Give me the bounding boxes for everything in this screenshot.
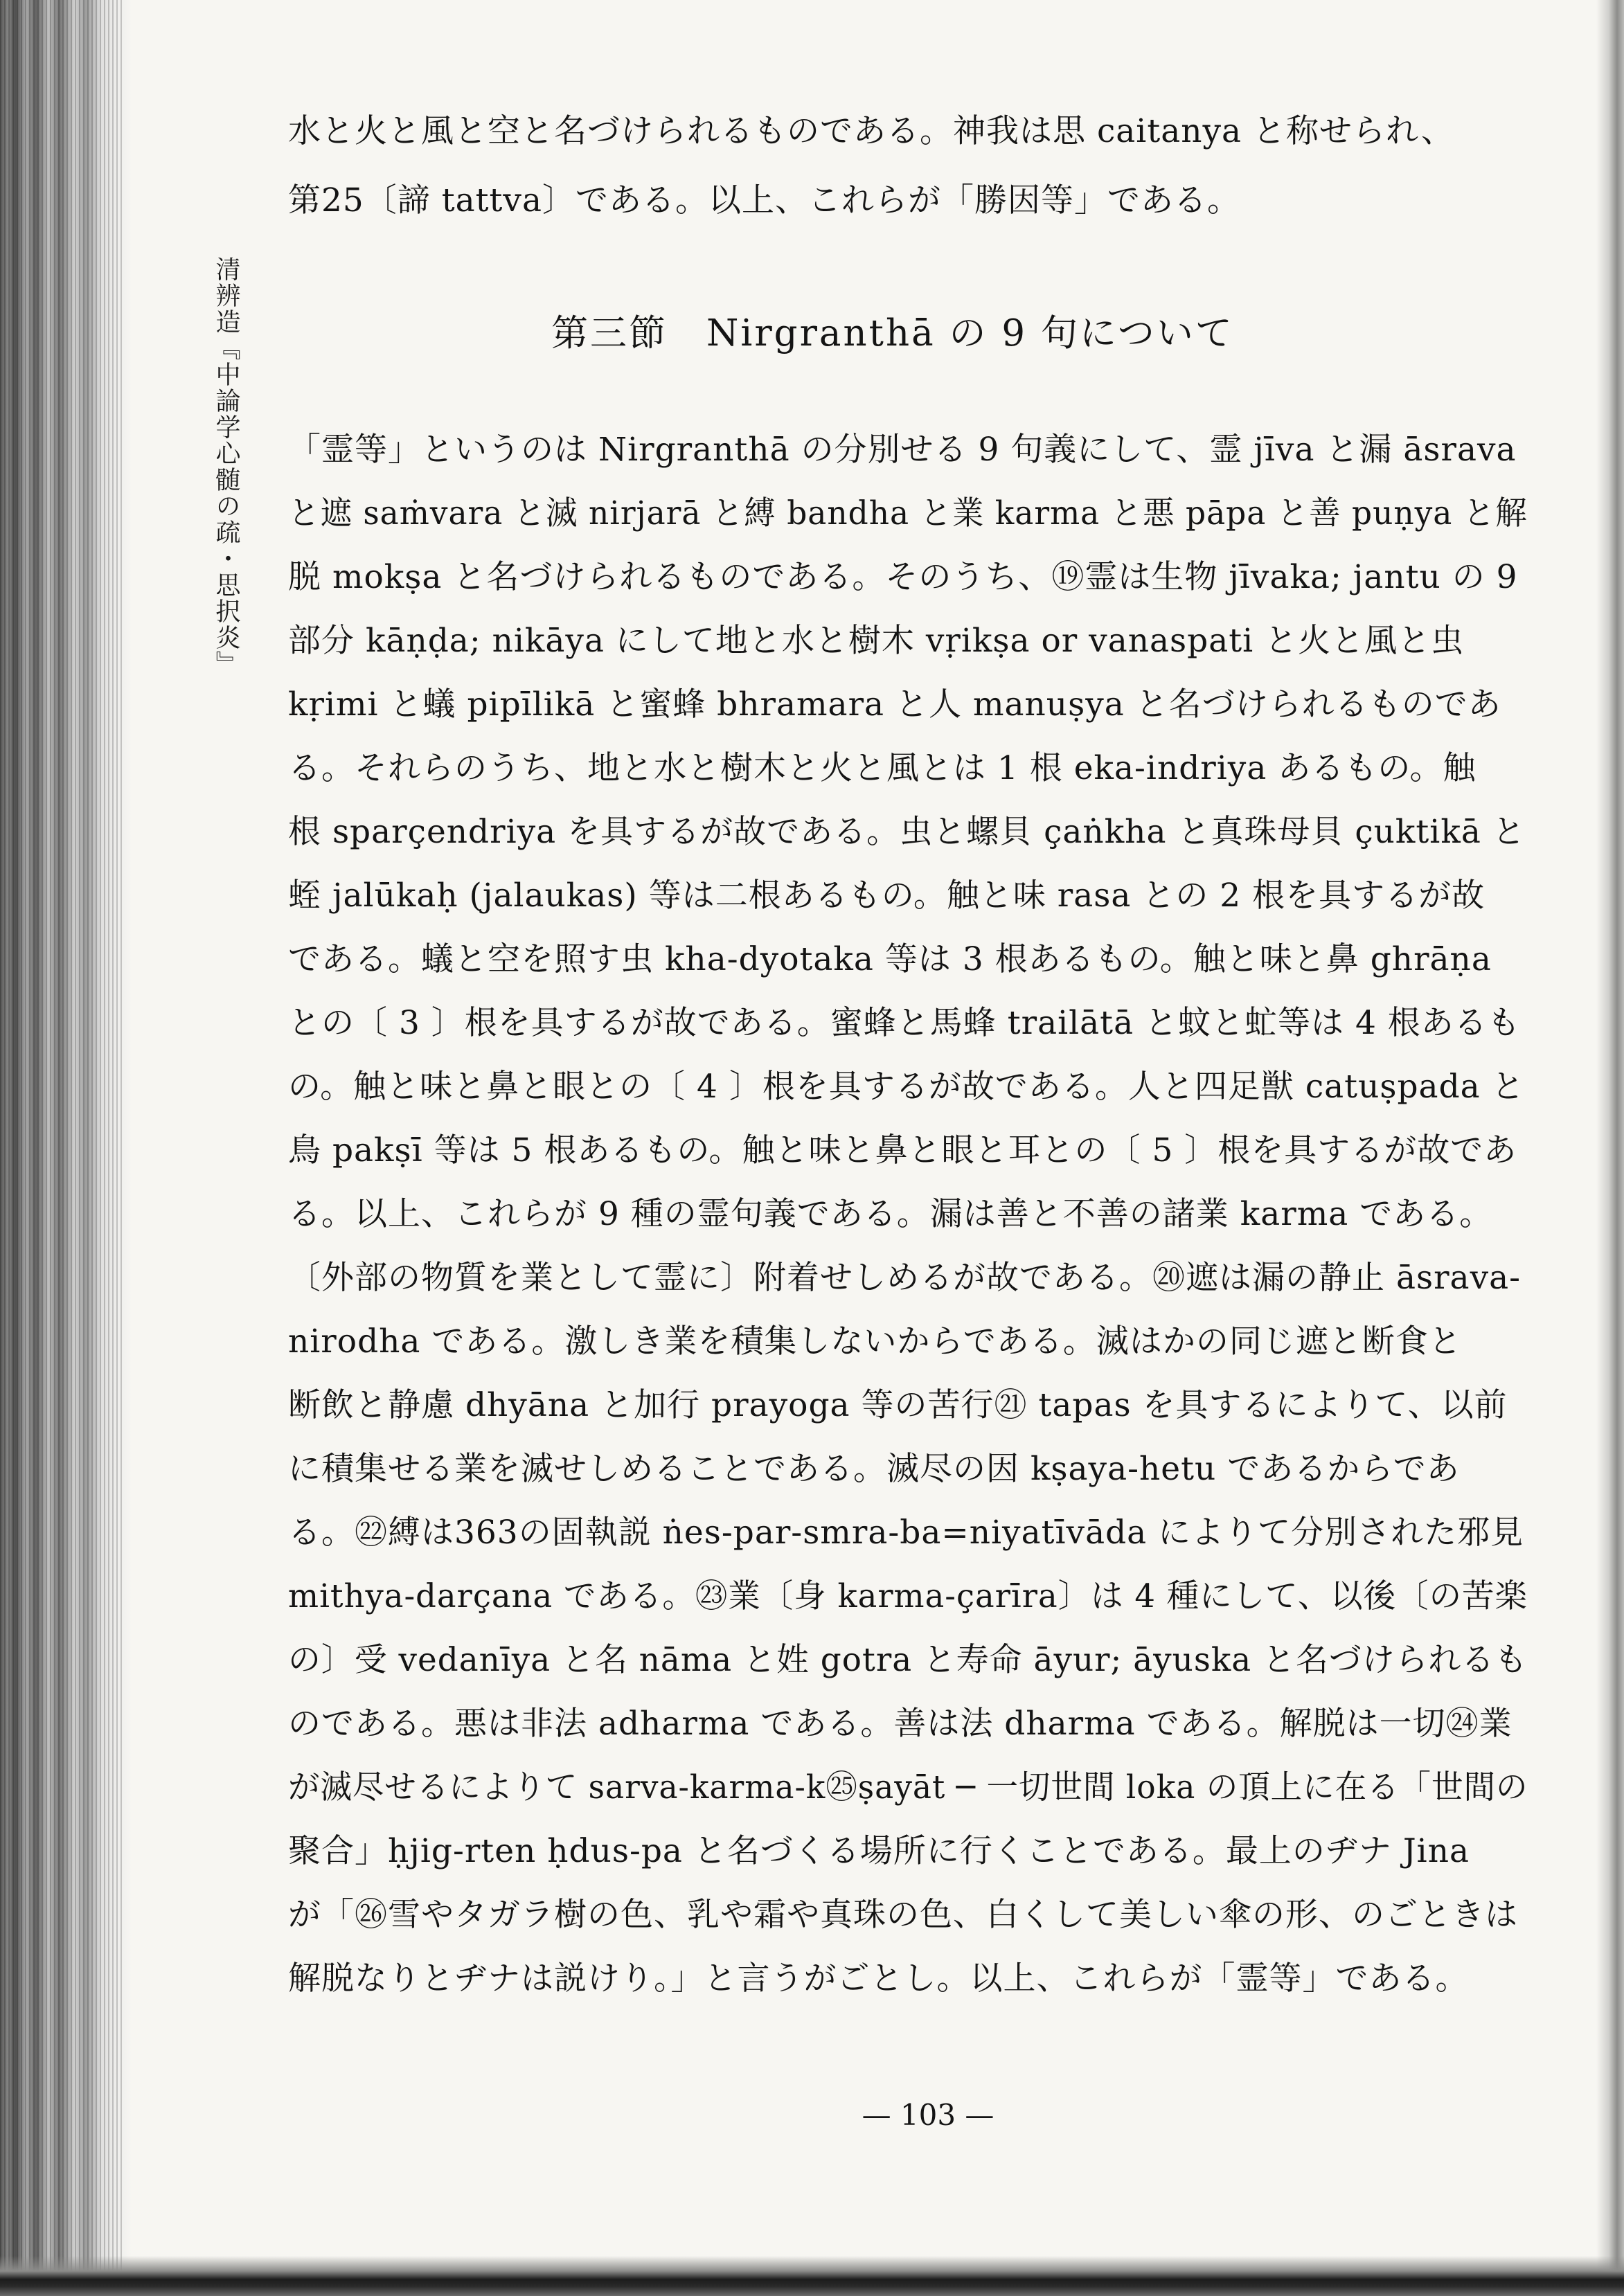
text-line: 蛭 jalūkaḥ (jalaukas) 等は二根あるもの。触と味 rasa との 2 根を具するが故 — [288, 877, 1485, 915]
text-line: る。㉒縛は363の固執説 ṅes-par-smra-ba=niyatīvāda によりて分別された邪見 — [288, 1514, 1524, 1552]
bottom-page-edge — [0, 2256, 1624, 2296]
section-heading: 第三節 Nirgranthā の 9 句について — [551, 312, 1234, 355]
text-line: 〔外部の物質を業として霊に〕附着せしめるが故である。⑳遮は漏の静止 āsrava- — [288, 1259, 1522, 1297]
text-line: との〔 3 〕根を具するが故である。蜜蜂と馬蜂 trailātā と蚊と虻等は 4 根あるも — [288, 1004, 1521, 1042]
text-line: 根 sparçendriya を具するが故である。虫と螺貝 çaṅkha と真珠母貝 çuktikā と — [288, 813, 1526, 851]
text-line: 脱 mokṣa と名づけられるものである。そのうち、⑲霊は生物 jīvaka; jantu の 9 — [288, 558, 1518, 596]
text-line: 解脱なりとヂナは説けり。」と言うがごとし。以上、これらが「霊等」である。 — [288, 1959, 1469, 1998]
text-line: 「霊等」というのは Nirgranthā の分別せる 9 句義にして、霊 jīva と漏 āsrava — [288, 431, 1517, 469]
text-line: 鳥 pakṣī 等は 5 根あるもの。触と味と鼻と眼と耳との〔 5 〕根を具するが故であ — [288, 1131, 1517, 1169]
text-line: の〕受 vedanīya と名 nāma と姓 gotra と寿命 āyur; āyuska と名づけられるも — [288, 1641, 1528, 1679]
text-line: kṛimi と蟻 pipīlikā と蜜蜂 bhramara と人 manuṣya と名づけられるものであ — [288, 685, 1501, 724]
text-line: に積集せる業を滅せしめることである。滅尽の因 kṣaya-hetu であるからであ — [288, 1450, 1460, 1488]
text-line: のである。悪は非法 adharma である。善は法 dharma である。解脱は一切㉔業 — [288, 1705, 1513, 1743]
page-number: — 103 — — [862, 2098, 994, 2132]
text-line: る。以上、これらが 9 種の霊句義である。漏は善と不善の諸業 karma である。 — [288, 1195, 1493, 1233]
text-line: が滅尽せるによりて sarva-karma-k㉕ṣayāt ─ 一切世間 loka の頂上に在る「世間の — [288, 1768, 1528, 1806]
text-line: 部分 kāṇḍa; nikāya にして地と水と樹木 vṛikṣa or vanaspati と火と風と虫 — [288, 622, 1465, 660]
text-line: 聚合」ḥjig-rten ḥdus-pa と名づくる場所に行くことである。最上のヂナ Jina — [288, 1832, 1470, 1870]
intro-line: 第25〔諦 tattva〕である。以上、これらが「勝因等」である。 — [288, 181, 1240, 219]
binding-texture — [0, 0, 125, 2296]
text-line: と遮 saṁvara と滅 nirjarā と縛 bandha と業 karma と悪 pāpa と善 puṇya と解 — [288, 494, 1528, 532]
text-line: る。それらのうち、地と水と樹木と火と風とは 1 根 eka-indriya あるもの。触 — [288, 749, 1476, 787]
right-page-edge — [1596, 0, 1624, 2296]
text-line: mithya-darçana である。㉓業〔身 karma-çarīra〕は 4 種にして、以後〔の苦楽 — [288, 1577, 1528, 1615]
text-line: である。蟻と空を照す虫 kha-dyotaka 等は 3 根あるもの。触と味と鼻 ghrāṇa — [288, 940, 1492, 978]
text-line: nirodha である。激しき業を積集しないからである。滅はかの同じ遮と断食と — [288, 1322, 1462, 1361]
running-header: 清辨造『中論学心髄の疏・思択炎』 — [212, 256, 240, 677]
text-line: が「㉖雪やタガラ樹の色、乳や霜や真珠の色、白くして美しい傘の形、のごときは — [288, 1896, 1518, 1934]
text-line: 断飲と静慮 dhyāna と加行 prayoga 等の苦行㉑ tapas を具するによりて、以前 — [288, 1386, 1508, 1424]
text-line: の。触と味と鼻と眼との〔 4 〕根を具するが故である。人と四足獣 catuṣpada と — [288, 1068, 1525, 1106]
intro-line: 水と火と風と空と名づけられるものである。神我は思 caitanya と称せられ、 — [288, 112, 1454, 150]
